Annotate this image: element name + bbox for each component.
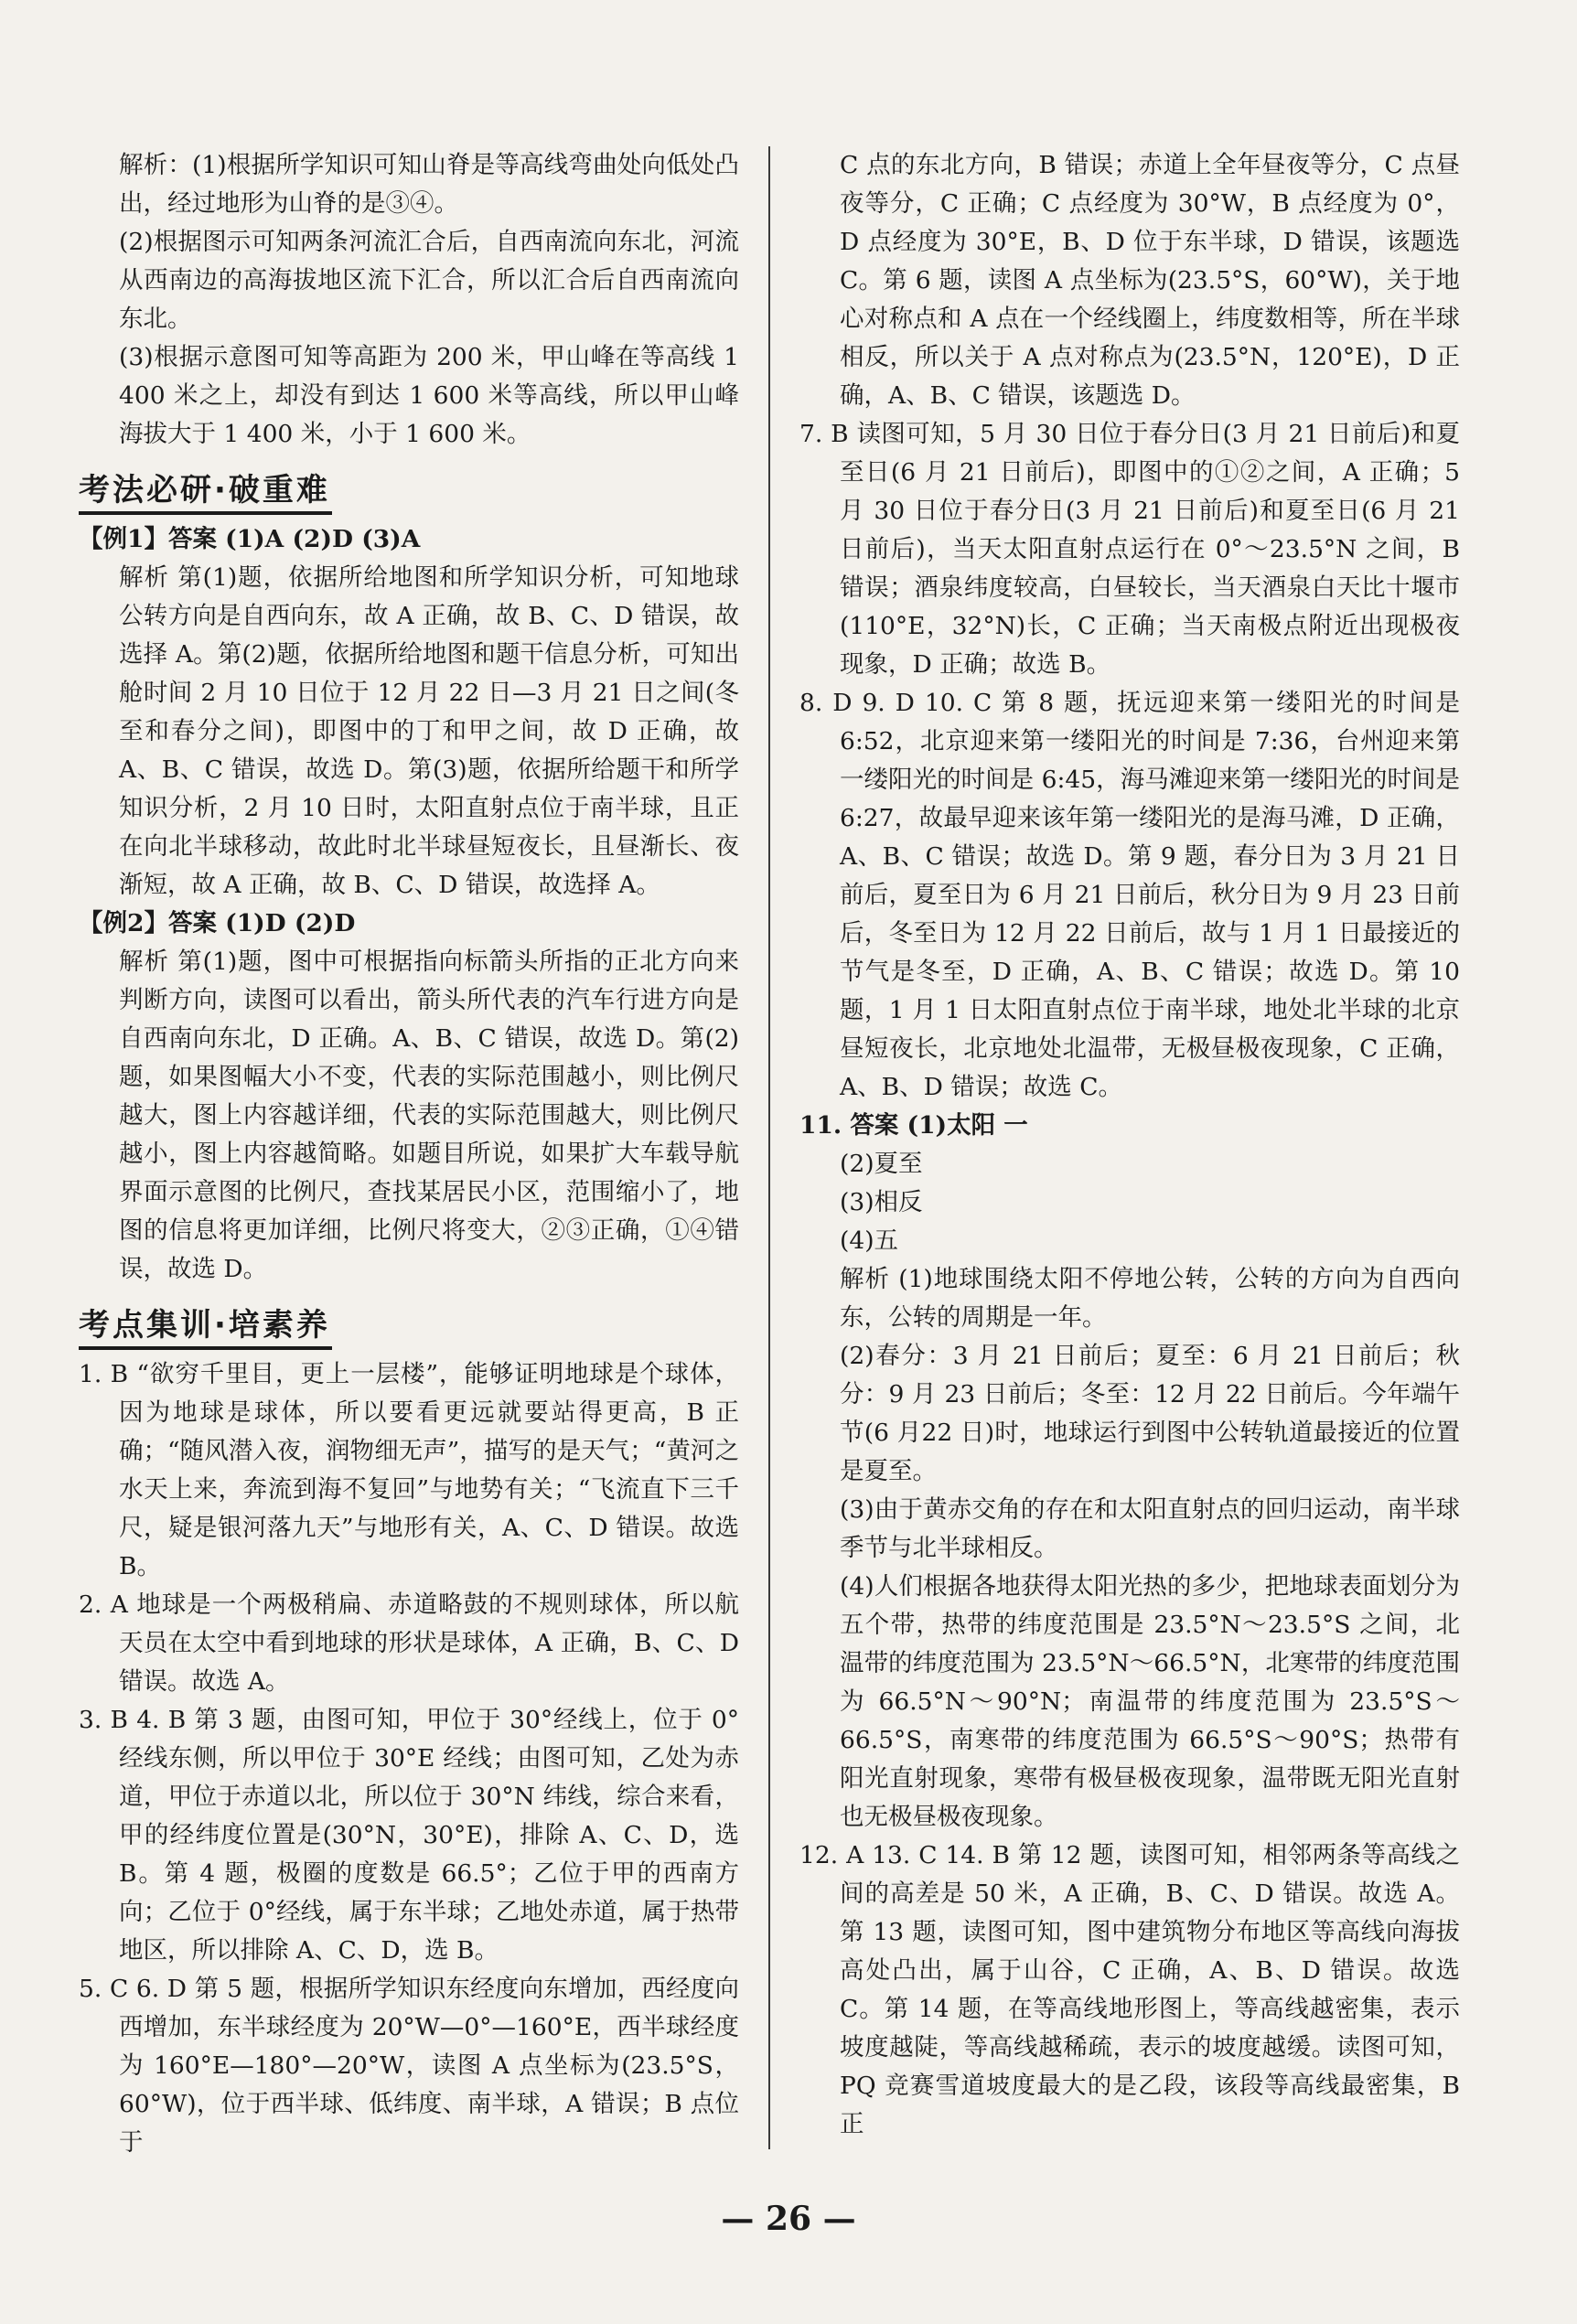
question-5-6-continued: C 点的东北方向，B 错误；赤道上全年昼夜等分，C 点昼夜等分，C 正确；C 点经度为 30°W，B 点经度为 0°，D 点经度为 30°E，B、D 位于东半球，D 错误，该题选 C。第 6 题，读图 A 点坐标为(23.5°S，60°W)，关于地心对称点和 A 点在一个经线圈上，纬度数相等，所在半球相反，所以关于 A 点对称点为(23.5°N，120°E)，D 正确，A、B、C 错误，该题选 D。	[840, 151, 1460, 410]
question-11-explanation-3: (3)由于黄赤交角的存在和太阳直射点的回归运动，南半球季节与北半球相反。	[840, 1495, 1460, 1562]
question-12-14: 12. A 13. C 14. B 第 12 题，读图可知，相邻两条等高线之间的高差是 50 米，A 正确，B、C、D 错误。故选 A。第 13 题，读图可知，图中建筑物分布地区等高线向海拔高处凸出，属于山谷，C 正确，A、B、D 错误。故选 C。第 14 题，在等高线地形图上，等高线越密集，表示坡度越陡，等高线越稀疏，表示的坡度越缓。读图可知，PQ 竞赛雪道坡度最大的是乙段，该段等高线最密集，B 正	[799, 1841, 1460, 2138]
example-1-explanation: 解析 第(1)题，依据所给地图和所学知识分析，可知地球公转方向是自西向东，故 A 正确，故 B、C、D 错误，故选择 A。第(2)题，依据所给地图和题干信息分析，可知出舱时间 2 月 10 日位于 12 月 22 日—3 月 21 日之间(冬至和春分之间)，即图中的丁和甲之间，故 D 正确，故 A、B、C 错误，故选 D。第(3)题，依据所给题干和所学知识分析，2 月 10 日时，太阳直射点位于南半球，且正在向北半球移动，故此时北半球昼短夜长，且昼渐长、夜渐短，故 A 正确，故 B、C、D 错误，故选择 A。	[119, 563, 739, 899]
answer-analysis-3: (3)根据示意图可知等高距为 200 米，甲山峰在等高线 1 400 米之上，却没有到达 1 600 米等高线，所以甲山峰海拔大于 1 400 米，小于 1 600 米。	[119, 343, 739, 448]
question-2: 2. A 地球是一个两极稍扁、赤道略鼓的不规则球体，所以航天员在太空中看到地球的形状是球体，A 正确，B、C、D 错误。故选 A。	[79, 1590, 739, 1696]
question-11-answer-2: (2)夏至	[840, 1150, 923, 1178]
question-11-explanation-1: 解析 (1)地球围绕太阳不停地公转，公转的方向为自西向东，公转的周期是一年。	[840, 1265, 1460, 1332]
question-5-6: 5. C 6. D 第 5 题，根据所学知识东经度向东增加，西经度向西增加，东半球经度为 20°W—0°—160°E，西半球经度为 160°E—180°—20°W，读图 A 点坐标为(23.5°S，60°W)，位于西半球、低纬度、南半球，A 错误；B 点位于	[79, 1975, 739, 2157]
question-11-explanation-4: (4)人们根据各地获得太阳光热的多少，把地球表面划分为五个带，热带的纬度范围是 23.5°N～23.5°S 之间，北温带的纬度范围为 23.5°N～66.5°N，北寒带的纬度范围为 66.5°N～90°N；南温带的纬度范围为 23.5°S～66.5°S，南寒带的纬度范围为 66.5°S～90°S；热带有阳光直射现象，寒带有极昼极夜现象，温带既无阳光直射也无极昼极夜现象。	[840, 1572, 1460, 1831]
question-8-10: 8. D 9. D 10. C 第 8 题，抚远迎来第一缕阳光的时间是 6:52，北京迎来第一缕阳光的时间是 7:36，台州迎来第一缕阳光的时间是 6:45，海马滩迎来第一缕阳光的时间是 6:27，故最早迎来该年第一缕阳光的是海马滩，D 正确，A、B、C 错误；故选 D。第 9 题，春分日为 3 月 21 日前后，夏至日为 6 月 21 日前后，秋分日为 9 月 23 日前后，冬至日为 12 月 22 日前后，故与 1 月 1 日最接近的节气是冬至，D 正确，A、B、C 错误；故选 D。第 10 题，1 月 1 日太阳直射点位于南半球，地处北半球的北京昼短夜长，北京地处北温带，无极昼极夜现象，C 正确，A、B、D 错误；故选 C。	[799, 689, 1460, 1101]
question-11-answer: 11. 答案 (1)太阳 一	[799, 1111, 1028, 1140]
question-11-explanation-2: (2)春分：3 月 21 日前后；夏至：6 月 21 日前后；秋分：9 月 23 日前后；冬至：12 月 22 日前后。今年端午节(6 月22 日)时，地球运行到图中公转轨道最接近的位置是夏至。	[840, 1342, 1460, 1485]
column-divider	[768, 146, 770, 2149]
example-2-explanation: 解析 第(1)题，图中可根据指向标箭头所指的正北方向来判断方向，读图可以看出，箭头所代表的汽车行进方向是自西南向东北，D 正确。A、B、C 错误，故选 D。第(2)题，如果图幅大小不变，代表的实际范围越小，则比例尺越大，图上内容越详细，代表的实际范围越大，则比例尺越小，图上内容越简略。如题目所说，如果扩大车载导航界面示意图的比例尺，查找某居民小区，范围缩小了，地图的信息将更加详细，比例尺将变大，②③正确，①④错误，故选 D。	[119, 948, 739, 1283]
right-column	[799, 146, 1460, 2144]
page-number: — 26 —	[721, 2200, 856, 2238]
answer-analysis-2: (2)根据图示可知两条河流汇合后，自西南流向东北，河流从西南边的高海拔地区流下汇合，所以汇合后自西南流向东北。	[119, 228, 739, 333]
example-1-answer: 【例1】答案 (1)A (2)D (3)A	[79, 525, 421, 553]
question-11-answer-3: (3)相反	[840, 1188, 923, 1216]
section-heading-practice: 考点集训·培素养	[79, 1298, 332, 1350]
section-heading-methods: 考法必研·破重难	[79, 463, 332, 515]
answer-analysis-1: 解析：(1)根据所学知识可知山脊是等高线弯曲处向低处凸出，经过地形为山脊的是③④。	[119, 151, 739, 218]
example-2-answer: 【例2】答案 (1)D (2)D	[79, 909, 356, 937]
left-column	[79, 146, 739, 2162]
question-1: 1. B “欲穷千里目，更上一层楼”，能够证明地球是个球体，因为地球是球体，所以要看更远就要站得更高，B 正确；“随风潜入夜，润物细无声”，描写的是天气；“黄河之水天上来，奔流到海不复回”与地势有关；“飞流直下三千尺，疑是银河落九天”与地形有关，A、C、D 错误。故选 B。	[79, 1360, 739, 1580]
question-3-4: 3. B 4. B 第 3 题，由图可知，甲位于 30°经线上，位于 0°经线东侧，所以甲位于 30°E 经线；由图可知，乙处为赤道，甲位于赤道以北，所以位于 30°N 纬线，综合来看，甲的经纬度位置是(30°N，30°E)，排除 A、C、D，选 B。第 4 题，极圈的度数是 66.5°；乙位于甲的西南方向；乙位于 0°经线，属于东半球；乙地处赤道，属于热带地区，所以排除 A、C、D，选 B。	[79, 1706, 739, 1965]
question-11-answer-4: (4)五	[840, 1226, 899, 1255]
question-7: 7. B 读图可知，5 月 30 日位于春分日(3 月 21 日前后)和夏至日(6 月 21 日前后)，即图中的①②之间，A 正确；5 月 30 日位于春分日(3 月 21 日前后)和夏至日(6 月 21 日前后)，当天太阳直射点运行在 0°～23.5°N 之间，B 错误；酒泉纬度较高，白昼较长，当天酒泉白天比十堰市(110°E，32°N)长，C 正确；当天南极点附近出现极夜现象，D 正确；故选 B。	[799, 420, 1460, 679]
